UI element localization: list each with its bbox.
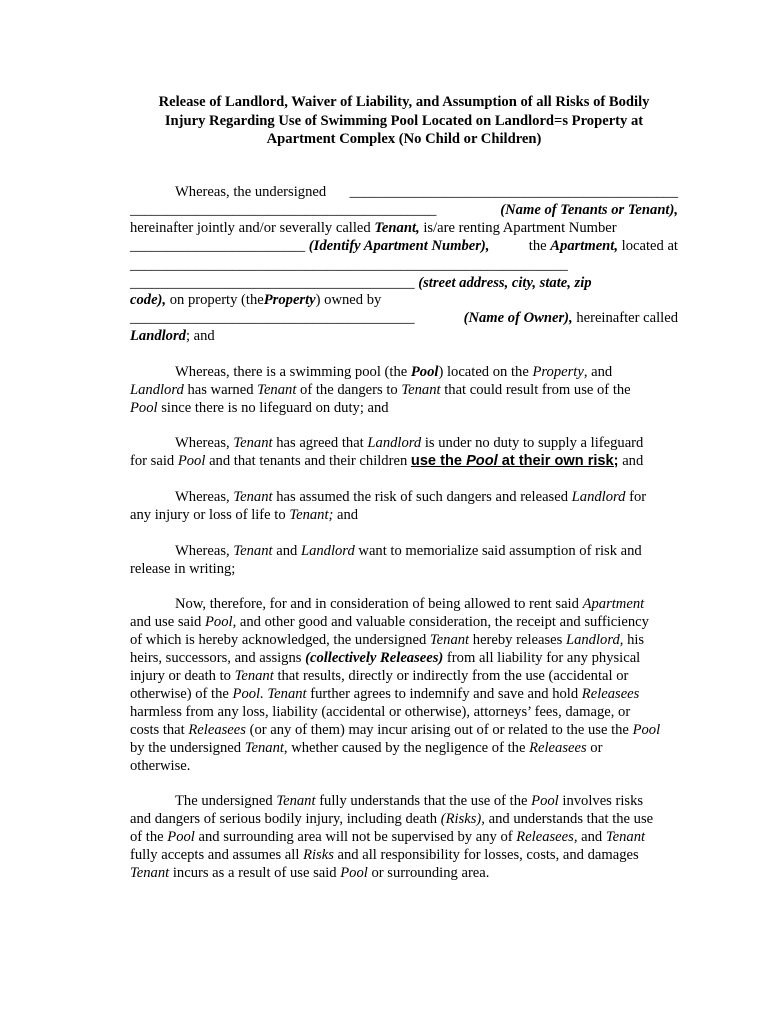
- apartment-number-blank: ________________________: [130, 238, 306, 254]
- text-line: The undersigned Tenant fully understands that the use of the Pool involves risks: [175, 793, 644, 809]
- text-line: hereinafter jointly and/or severally called Tenant, is/are renting Apartment Number: [130, 220, 617, 236]
- text-line: _______________________________________ (street address, city, state, zip: [130, 275, 592, 291]
- text-line: Landlord has warned Tenant of the dangers to Tenant that could result from use of the: [130, 382, 631, 398]
- text-line: otherwise.: [130, 758, 191, 774]
- text-line: __________________________________________ (Name of Tenants or Tenant),: [130, 202, 678, 218]
- text-line: of which is hereby acknowledged, the undersigned Tenant hereby releases Landlord, his: [130, 632, 645, 648]
- text-line: of the Pool and surrounding area will not be supervised by any of Releasees, and Tenant: [130, 829, 646, 845]
- text-line: and use said Pool, and other good and valuable consideration, the receipt and sufficiency: [130, 614, 649, 630]
- title-line: Apartment Complex (No Child or Children): [266, 131, 542, 148]
- tenant-name-blank: _____________________________________________: [349, 184, 678, 200]
- text-line: Pool since there is no lifeguard on duty; and: [130, 400, 389, 416]
- address-blank: _______________________________________: [130, 275, 415, 291]
- document-title: [130, 93, 678, 149]
- text-line: Whereas, the undersigned _____________________________________________: [175, 184, 678, 200]
- text-line: Landlord; and: [130, 328, 215, 344]
- text-line: by the undersigned Tenant, whether caused by the negligence of the Releasees or: [130, 740, 603, 756]
- text-line: costs that Releasees (or any of them) may incur arising out of or related to the use the Pool: [130, 722, 661, 738]
- text-line: otherwise) of the Pool. Tenant further agrees to indemnify and save and hold Releasees: [130, 686, 640, 702]
- text-line: harmless from any loss, liability (accidental or otherwise), attorneys’ fees, damage, or: [130, 704, 631, 720]
- text-line: injury or death to Tenant that results, directly or indirectly from the use (accidental or: [130, 668, 629, 684]
- text-line: fully accepts and assumes all Risks and all responsibility for losses, costs, and damages: [130, 847, 639, 863]
- text-line: Whereas, Tenant has agreed that Landlord is under no duty to supply a lifeguard: [175, 435, 644, 451]
- text-line: code), on property (theProperty) owned by: [130, 292, 382, 308]
- own-risk-emphasis: use the Pool at their own risk;: [410, 453, 619, 469]
- text-line: heirs, successors, and assigns (collectively Releasees) from all liability for any physical: [130, 650, 641, 666]
- tenant-name-blank: __________________________________________: [130, 202, 437, 218]
- text-line: Whereas, Tenant has assumed the risk of such dangers and released Landlord for: [175, 489, 647, 505]
- owner-name-blank: _______________________________________: [130, 310, 415, 326]
- text-line: for said Pool and that tenants and their children use the Pool at their own risk; and: [130, 453, 644, 469]
- text-line: _______________________________________ (Name of Owner), hereinafter called: [130, 310, 678, 326]
- address-blank: ____________________________________________________________: [130, 257, 568, 273]
- title-line: Injury Regarding Use of Swimming Pool Located on Landlord=s Property at: [164, 112, 644, 129]
- text-line: Tenant incurs as a result of use said Pool or surrounding area.: [130, 865, 490, 881]
- text-line: ________________________ (Identify Apartment Number), the Apartment, located at: [130, 238, 678, 254]
- title-line: Release of Landlord, Waiver of Liability, and Assumption of all Risks of Bodily: [158, 94, 650, 110]
- text-line: Now, therefore, for and in consideration of being allowed to rent said Apartment: [175, 596, 645, 612]
- text-line: release in writing;: [130, 561, 236, 577]
- text-line: and dangers of serious bodily injury, including death (Risks), and understands that the use: [130, 811, 654, 827]
- text-line: Whereas, there is a swimming pool (the Pool) located on the Property, and: [175, 364, 613, 380]
- text-line: any injury or loss of life to Tenant; and: [130, 507, 359, 523]
- text-line: Whereas, Tenant and Landlord want to memorialize said assumption of risk and: [175, 543, 642, 559]
